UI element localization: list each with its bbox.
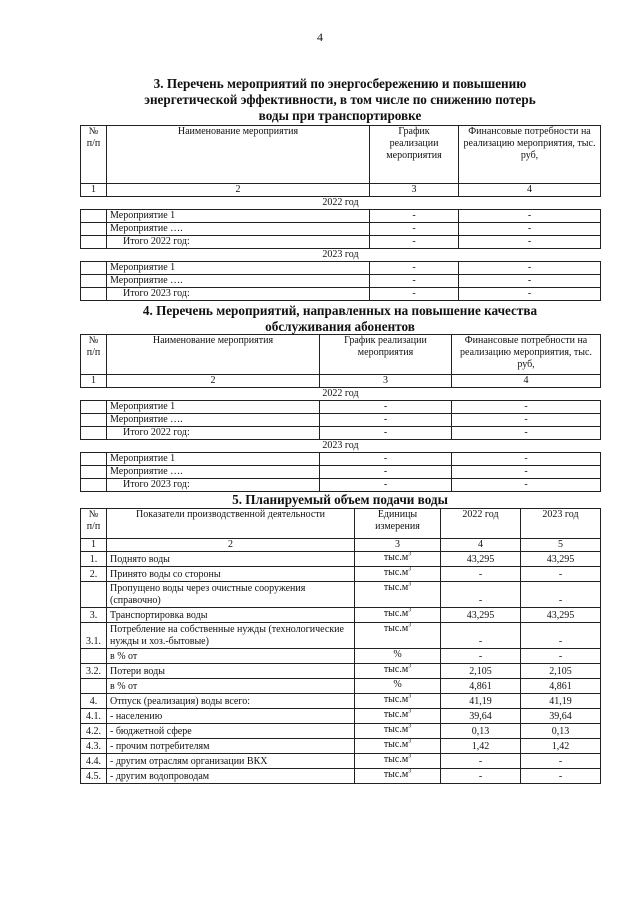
unit-text: тыс.м [383, 709, 409, 720]
measure-row [81, 414, 601, 427]
column-header: График реализации мероприятия [370, 126, 459, 184]
unit-cell [355, 552, 441, 567]
value-2022: 4,861 [441, 679, 521, 694]
header-row [81, 335, 601, 375]
value-2022: - [441, 567, 521, 582]
indicator-row [81, 739, 601, 754]
year-row [81, 388, 601, 401]
year-row [81, 440, 601, 453]
section5-table [80, 508, 601, 784]
value-2023: 4,861 [521, 679, 601, 694]
column-number: 1 [81, 539, 107, 552]
column-number-row [81, 539, 601, 552]
measure-finance: - [452, 414, 601, 427]
measure-finance: - [452, 479, 601, 492]
indicator-row [81, 679, 601, 694]
column-header: Наименование мероприятия [107, 126, 370, 184]
unit-cell [355, 649, 441, 664]
value-2023: - [521, 623, 601, 649]
measure-row [81, 275, 601, 288]
value-2022: 1,42 [441, 739, 521, 754]
measure-name: Мероприятие 1 [107, 401, 320, 414]
row-number: 4.1. [81, 709, 107, 724]
unit-superscript: 3 [408, 551, 412, 558]
value-2023: - [521, 754, 601, 769]
section4-table [80, 334, 601, 492]
indicator-row [81, 608, 601, 623]
year-label: 2022 год [81, 197, 601, 210]
measure-schedule: - [320, 401, 452, 414]
column-header: Показатели производственной деятельности [107, 509, 355, 539]
value-2022: - [441, 754, 521, 769]
measure-finance: - [459, 288, 601, 301]
indicator-name: в % от [107, 679, 355, 694]
row-number: 4.4. [81, 754, 107, 769]
row-number [81, 679, 107, 694]
indicator-name: Принято воды со стороны [107, 567, 355, 582]
row-number: 4.2. [81, 724, 107, 739]
column-header: 2023 год [521, 509, 601, 539]
indicator-row [81, 754, 601, 769]
page-number: 4 [317, 30, 323, 44]
indicator-row [81, 664, 601, 679]
measure-row [81, 479, 601, 492]
unit-superscript: 3 [408, 622, 412, 629]
unit-cell [355, 623, 441, 649]
column-header: № п/п [81, 509, 107, 539]
measure-row [81, 262, 601, 275]
row-number: 3. [81, 608, 107, 623]
section3-table [80, 125, 601, 301]
value-2023: - [521, 769, 601, 784]
measure-finance: - [459, 223, 601, 236]
column-number: 4 [452, 375, 601, 388]
indicator-row [81, 567, 601, 582]
value-2023: 1,42 [521, 739, 601, 754]
measure-schedule: - [370, 275, 459, 288]
measure-schedule: - [320, 479, 452, 492]
unit-cell [355, 739, 441, 754]
measure-finance: - [452, 466, 601, 479]
column-number: 4 [459, 184, 601, 197]
unit-text: тыс.м [383, 769, 409, 780]
value-2022: 2,105 [441, 664, 521, 679]
unit-cell [355, 608, 441, 623]
measure-name: Мероприятие 1 [107, 210, 370, 223]
column-header: Финансовые потребности на реализацию мероприятия, тыс. руб, [452, 335, 601, 375]
column-header: № п/п [81, 126, 107, 184]
row-number: 4.5. [81, 769, 107, 784]
unit-text: тыс.м [383, 724, 409, 735]
unit-cell [355, 694, 441, 709]
measure-name: Итого 2022 год: [107, 236, 370, 249]
value-2022: - [441, 649, 521, 664]
section3-title-line: воды при транспортировке [258, 108, 422, 123]
unit-superscript: 3 [408, 723, 412, 730]
unit-cell [355, 709, 441, 724]
column-number: 3 [370, 184, 459, 197]
unit-text: тыс.м [383, 623, 409, 634]
row-number: 3.1. [81, 623, 107, 649]
indicator-name: - другим водопроводам [107, 769, 355, 784]
column-number: 3 [355, 539, 441, 552]
column-number-row [81, 375, 601, 388]
measure-finance: - [459, 210, 601, 223]
column-number-row [81, 184, 601, 197]
value-2022: 0,13 [441, 724, 521, 739]
section4-title [80, 303, 600, 335]
value-2022: 43,295 [441, 608, 521, 623]
indicator-name: Транспортировка воды [107, 608, 355, 623]
indicator-row [81, 623, 601, 649]
row-number: 2. [81, 567, 107, 582]
measure-row [81, 236, 601, 249]
row-number [81, 236, 107, 249]
row-number [81, 466, 107, 479]
indicator-row [81, 649, 601, 664]
measure-row [81, 288, 601, 301]
unit-text: % [393, 649, 402, 660]
header-row [81, 509, 601, 539]
indicator-name: Пропущено воды через очистные сооружения (справочно) [107, 582, 355, 608]
section4-title-line: 4. Перечень мероприятий, направленных на повышение качества [142, 303, 538, 318]
indicator-name: Потери воды [107, 664, 355, 679]
year-label: 2023 год [81, 440, 601, 453]
unit-superscript: 3 [408, 693, 412, 700]
unit-cell [355, 582, 441, 608]
year-row [81, 249, 601, 262]
measure-name: Мероприятие 1 [107, 262, 370, 275]
header-row [81, 126, 601, 184]
indicator-row [81, 709, 601, 724]
column-number: 3 [320, 375, 452, 388]
measure-name: Мероприятие …. [107, 466, 320, 479]
column-number: 4 [441, 539, 521, 552]
measure-name: Итого 2023 год: [107, 288, 370, 301]
unit-superscript: 3 [408, 566, 412, 573]
value-2022: 43,295 [441, 552, 521, 567]
unit-cell [355, 769, 441, 784]
measure-row [81, 453, 601, 466]
unit-text: тыс.м [383, 552, 409, 563]
indicator-name: Поднято воды [107, 552, 355, 567]
unit-cell [355, 754, 441, 769]
unit-superscript: 3 [408, 663, 412, 670]
unit-text: тыс.м [383, 694, 409, 705]
row-number: 3.2. [81, 664, 107, 679]
unit-superscript: 3 [408, 768, 412, 775]
measure-schedule: - [320, 453, 452, 466]
row-number: 1. [81, 552, 107, 567]
unit-text: % [393, 679, 402, 690]
measure-schedule: - [320, 427, 452, 440]
year-row [81, 197, 601, 210]
unit-superscript: 3 [408, 708, 412, 715]
row-number [81, 414, 107, 427]
measure-schedule: - [370, 223, 459, 236]
row-number [81, 210, 107, 223]
measure-name: Мероприятие …. [107, 223, 370, 236]
measure-finance: - [459, 275, 601, 288]
measure-row [81, 401, 601, 414]
measure-finance: - [459, 262, 601, 275]
measure-finance: - [452, 401, 601, 414]
value-2022: 41,19 [441, 694, 521, 709]
indicator-name: Потребление на собственные нужды (технологические нужды и хоз.-бытовые) [107, 623, 355, 649]
indicator-name: - населению [107, 709, 355, 724]
value-2023: - [521, 649, 601, 664]
measure-finance: - [452, 427, 601, 440]
measure-schedule: - [370, 288, 459, 301]
column-number: 2 [107, 539, 355, 552]
column-header: № п/п [81, 335, 107, 375]
row-number [81, 262, 107, 275]
value-2023: 39,64 [521, 709, 601, 724]
value-2023: 0,13 [521, 724, 601, 739]
row-number [81, 275, 107, 288]
row-number: 4.3. [81, 739, 107, 754]
row-number [81, 427, 107, 440]
measure-row [81, 427, 601, 440]
section3-title-line: энергетической эффективности, в том числе по снижению потерь [144, 92, 536, 107]
column-header: Наименование мероприятия [107, 335, 320, 375]
value-2023: 41,19 [521, 694, 601, 709]
value-2023: - [521, 582, 601, 608]
value-2023: 2,105 [521, 664, 601, 679]
measure-finance: - [452, 453, 601, 466]
indicator-name: - прочим потребителям [107, 739, 355, 754]
column-header: 2022 год [441, 509, 521, 539]
value-2022: - [441, 623, 521, 649]
unit-superscript: 3 [408, 607, 412, 614]
measure-name: Мероприятие …. [107, 275, 370, 288]
measure-name: Итого 2023 год: [107, 479, 320, 492]
unit-cell [355, 679, 441, 694]
column-number: 1 [81, 184, 107, 197]
value-2023: 43,295 [521, 552, 601, 567]
unit-text: тыс.м [383, 739, 409, 750]
value-2022: 39,64 [441, 709, 521, 724]
unit-text: тыс.м [383, 582, 409, 593]
column-number: 2 [107, 375, 320, 388]
row-number: 4. [81, 694, 107, 709]
value-2023: 43,295 [521, 608, 601, 623]
measure-schedule: - [370, 262, 459, 275]
unit-text: тыс.м [383, 567, 409, 578]
column-header: Единицы измерения [355, 509, 441, 539]
measure-row [81, 466, 601, 479]
year-label: 2023 год [81, 249, 601, 262]
column-header: График реализации мероприятия [320, 335, 452, 375]
column-number: 2 [107, 184, 370, 197]
row-number [81, 453, 107, 466]
unit-superscript: 3 [408, 738, 412, 745]
unit-text: тыс.м [383, 664, 409, 675]
section3-title [80, 76, 600, 124]
year-label: 2022 год [81, 388, 601, 401]
indicator-row [81, 769, 601, 784]
measure-schedule: - [320, 466, 452, 479]
value-2023: - [521, 567, 601, 582]
value-2022: - [441, 582, 521, 608]
indicator-name: - бюджетной сфере [107, 724, 355, 739]
section5-title: 5. Планируемый объем подачи воды [232, 492, 448, 507]
indicator-name: Отпуск (реализация) воды всего: [107, 694, 355, 709]
column-header: Финансовые потребности на реализацию мероприятия, тыс. руб, [459, 126, 601, 184]
measure-schedule: - [320, 414, 452, 427]
unit-cell [355, 567, 441, 582]
unit-text: тыс.м [383, 754, 409, 765]
indicator-row [81, 694, 601, 709]
row-number [81, 649, 107, 664]
section4-title-line: обслуживания абонентов [265, 319, 415, 334]
indicator-name: - другим отраслям организации ВКХ [107, 754, 355, 769]
unit-cell [355, 664, 441, 679]
unit-superscript: 3 [408, 753, 412, 760]
unit-cell [355, 724, 441, 739]
row-number [81, 582, 107, 608]
section3-title-line: 3. Перечень мероприятий по энергосбережению и повышению [153, 76, 527, 91]
measure-name: Итого 2022 год: [107, 427, 320, 440]
column-number: 5 [521, 539, 601, 552]
indicator-name: в % от [107, 649, 355, 664]
measure-schedule: - [370, 236, 459, 249]
measure-finance: - [459, 236, 601, 249]
measure-name: Мероприятие …. [107, 414, 320, 427]
row-number [81, 288, 107, 301]
unit-text: тыс.м [383, 608, 409, 619]
unit-superscript: 3 [408, 581, 412, 588]
measure-name: Мероприятие 1 [107, 453, 320, 466]
indicator-row [81, 724, 601, 739]
row-number [81, 223, 107, 236]
indicator-row [81, 582, 601, 608]
indicator-row [81, 552, 601, 567]
measure-row [81, 210, 601, 223]
measure-schedule: - [370, 210, 459, 223]
value-2022: - [441, 769, 521, 784]
row-number [81, 479, 107, 492]
measure-row [81, 223, 601, 236]
column-number: 1 [81, 375, 107, 388]
row-number [81, 401, 107, 414]
